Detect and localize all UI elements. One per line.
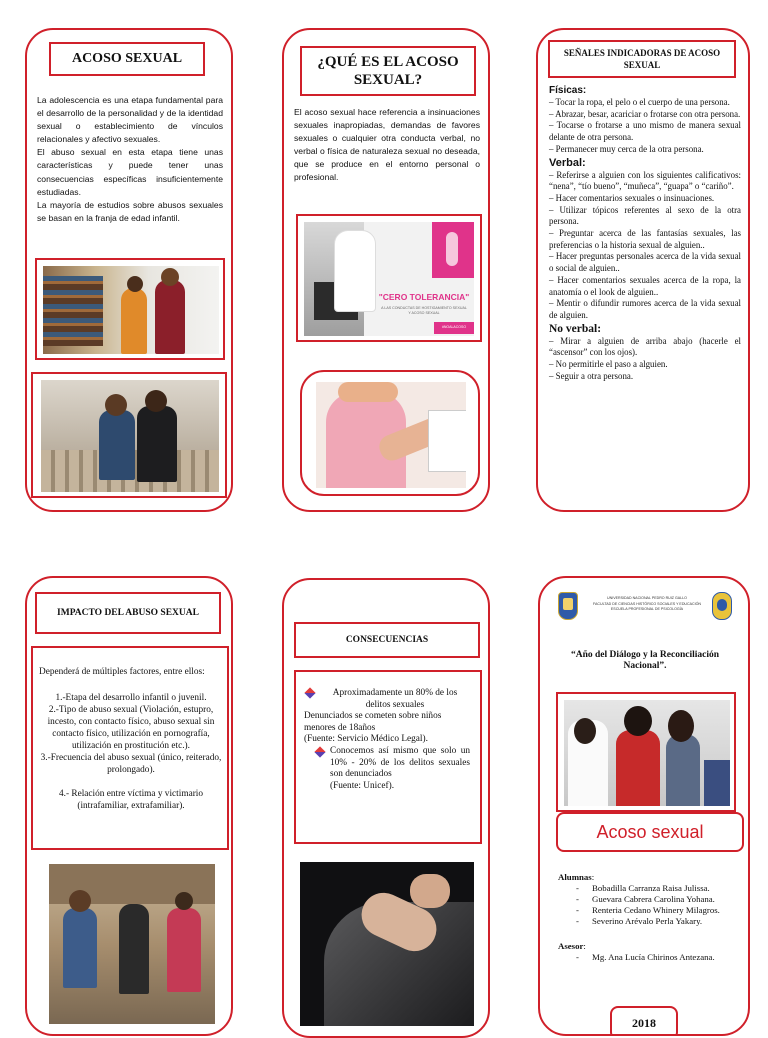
noverbal-heading: No verbal: (549, 322, 602, 335)
university-name: UNIVERSIDAD NACIONAL PEDRO RUIZ GALLO (607, 596, 687, 600)
alumna-item: - Guevara Cabrera Carolina Yohana. (576, 894, 715, 904)
panel1-paragraph-2: El abuso sexual en esta etapa tiene unas características y puede tener unas consecuencias específicas insuficientemente estudiadas. (37, 147, 223, 197)
alumna-name: Guevara Cabrera Carolina Yohana. (592, 894, 715, 904)
university-header (580, 596, 714, 613)
panel2-title: ¿QUÉ ES EL ACOSO SEXUAL? (317, 54, 459, 88)
verbal-item-7: – Mentir o difundir rumores acerca de la vida sexual de alguien. (549, 298, 741, 320)
alumna-name: Bobadilla Carranza Raisa Julissa. (592, 883, 710, 893)
panel4-text-frame (31, 646, 229, 850)
university-crest-right (712, 592, 732, 620)
panel4-title-box (35, 592, 221, 634)
alumna-name: Renteria Cedano Whinery Milagros. (592, 905, 720, 915)
alumna-item: - Bobadilla Carranza Raisa Julissa. (576, 883, 710, 893)
verbal-item-3: – Utilizar tópicos referentes al sexo de la otra persona. (549, 204, 741, 227)
panel1-text (37, 94, 223, 225)
photo-library-students (43, 266, 219, 354)
panel1-paragraph-3: La mayoría de estudios sobre abusos sexuales se basan en la franja de edad infantil. (37, 199, 223, 223)
banner-tag: #NOALACOSO (441, 325, 467, 329)
panel2-banner-frame (296, 214, 482, 342)
panel-consecuencias (282, 578, 490, 1038)
panel1-photo-frame-2 (31, 372, 227, 498)
school-name: ESCUELA PROFESIONAL DE PSICOLOGÍA (610, 607, 684, 611)
photo-bus-harassment (564, 700, 730, 806)
photo-hand-on-knee (300, 862, 474, 1026)
panel6-photo-frame (556, 692, 736, 812)
asesor-label: Asesor (558, 941, 584, 951)
verbal-item-4: – Preguntar acerca de las fantasías sexuales, las preferencias o la historia sexual de alguien.. (549, 228, 741, 250)
verbal-item-6: – Hacer comentarios sexuales acerca de la ropa, la anatomía o el look de alguien.. (549, 274, 741, 297)
main-title-box (556, 812, 744, 852)
photo-students-hallway (49, 864, 215, 1024)
panel-senales (536, 28, 750, 512)
fisicas-heading: Físicas: (549, 85, 587, 96)
alumnas-label: Alumnas (558, 872, 592, 882)
verbal-item-5: – Hacer preguntas personales acerca de la vida sexual o social de alguien.. (549, 251, 741, 274)
year-text: 2018 (632, 1016, 656, 1030)
panel2-definition: El acoso sexual hace referencia a insinuaciones sexuales inapropiadas, demandas de favores sexuales o cualquier otra conducta verbal, no verbal o física de naturaleza sexual no deseada, que se produce en el entorno personal o profesional. (294, 107, 480, 183)
consecuencias-content (304, 688, 470, 792)
panel4-title: IMPACTO DEL ABUSO SEXUAL (57, 608, 199, 618)
panel2-photo-frame-hands (300, 370, 480, 496)
main-title: Acoso sexual (596, 821, 704, 842)
alumna-item: - Severino Arévalo Perla Yakary. (576, 916, 703, 926)
fisicas-item-4: – Permanecer muy cerca de la otra persona. (549, 143, 704, 154)
impacto-item-2: 2.-Tipo de abuso sexual (Violación, estupro, incesto, con contacto físico, abuso sexual sin contacto físico, utilización en pornografía, utilización en prostitución etc.). (47, 705, 215, 751)
panel3-title-box (548, 40, 736, 78)
impacto-item-1: 1.-Etapa del desarrollo infantil o juvenil. (55, 693, 207, 703)
panel5-title: CONSECUENCIAS (345, 635, 429, 645)
consecuencias-bullet-1c: (Fuente: Servicio Médico Legal). (304, 734, 428, 745)
university-crest-left (558, 592, 578, 620)
consecuencias-bullet-1a: Aproximadamente un 80% de los delitos sexuales (332, 688, 458, 710)
panel1-photo-frame-1 (35, 258, 225, 360)
impacto-item-4: 4.- Relación entre víctima y victimario (intrafamiliar, extrafamiliar). (58, 789, 204, 811)
year-box (610, 1006, 678, 1036)
fisicas-item-1: – Tocar la ropa, el pelo o el cuerpo de una persona. (549, 97, 730, 107)
panel-que-es-acoso (282, 28, 490, 512)
verbal-heading: Verbal: (549, 156, 586, 169)
panel1-title-box (49, 42, 205, 76)
panel-impacto (25, 576, 233, 1036)
verbal-item-2: – Hacer comentarios sexuales o insinuaciones. (549, 192, 715, 203)
panel3-title: SEÑALES INDICADORAS DE ACOSO SEXUAL (563, 48, 721, 70)
noverbal-item-3: – Seguir a otra persona. (549, 370, 634, 381)
panel3-content (549, 84, 741, 382)
alumna-name: Severino Arévalo Perla Yakary. (592, 916, 703, 926)
panel1-title: ACOSO SEXUAL (71, 51, 183, 66)
bullet-diamond-icon (304, 687, 315, 698)
banner-headline: "CERO TOLERANCIA" (378, 292, 470, 302)
panel5-text-frame (294, 670, 482, 844)
panel-portada (538, 576, 750, 1036)
asesor-name: Mg. Ana Lucía Chirinos Antezana. (592, 952, 715, 962)
noverbal-item-1: – Mirar a alguien de arriba abajo (hacerle el “ascensor” con los ojos). (549, 335, 741, 358)
faculty-name: FACULTAD DE CIENCIAS HISTÓRICO SOCIALES Y EDUCACIÓN (593, 601, 701, 606)
photo-cero-tolerancia-banner (304, 222, 474, 336)
photo-two-teens-balcony (41, 380, 219, 492)
fisicas-item-2: – Abrazar, besar, acariciar o frotarse con otra persona. (549, 108, 741, 119)
fisicas-list (549, 97, 741, 156)
impacto-item-3: 3.-Frecuencia del abuso sexual (único, reiterado, prolongado). (40, 753, 222, 775)
panel2-title-box (300, 46, 476, 96)
noverbal-list (549, 336, 741, 383)
panel-acoso-sexual (25, 28, 233, 512)
photo-hand-touching (316, 382, 466, 488)
asesor-list (558, 952, 738, 963)
banner-subtitle: A LAS CONDUCTAS DE HOSTIGAMIENTO SEXUAL Y ACOSO SEXUAL (381, 306, 467, 315)
noverbal-item-2: – No permitirle el paso a alguien. (549, 359, 668, 370)
consecuencias-bullet-1b: Denunciados se cometen sobre niños menores de 18años (304, 711, 442, 733)
impacto-intro: Dependerá de múltiples factores, entre ellos: (39, 667, 205, 677)
panel5-title-box (294, 622, 480, 658)
alumnas-section: Alumnas: - Bobadilla Carranza Raisa Julissa. - Guevara Cabrera Carolina Yohana. - Renteria Cedano Whinery Milagros. - Severino Arévalo Perla Yakary. Asesor: - Mg. Ana Lucía Chirinos Antezana. (558, 872, 738, 963)
year-motto: “Año del Diálogo y la Reconciliación Nacional”. (570, 650, 720, 671)
verbal-list (549, 170, 741, 322)
consecuencias-bullet-2b: (Fuente: Unicef). (330, 780, 395, 791)
bullet-diamond-icon (314, 746, 325, 757)
fisicas-item-3: – Tocarse o frotarse a uno mismo de manera sexual delante de otra persona. (549, 120, 741, 143)
asesor-item: - Mg. Ana Lucía Chirinos Antezana. (576, 952, 715, 962)
alumnas-list (558, 883, 738, 927)
panel1-paragraph-1: La adolescencia es una etapa fundamental para el desarrollo de la personalidad y de la identidad sexual o establecimiento de vínculos relacionales y afectivo sexuales. (37, 95, 223, 145)
verbal-item-1: – Referirse a alguien con los siguientes calificativos: “nena”, “tío bueno”, “muñeca”, “guapa” o “cariño”. (549, 169, 741, 192)
impacto-list (39, 692, 223, 812)
alumna-item: - Renteria Cedano Whinery Milagros. (576, 905, 720, 915)
consecuencias-bullet-2a: Conocemos así mismo que solo un 10% - 20% de los delitos sexuales son denunciados (330, 745, 470, 780)
